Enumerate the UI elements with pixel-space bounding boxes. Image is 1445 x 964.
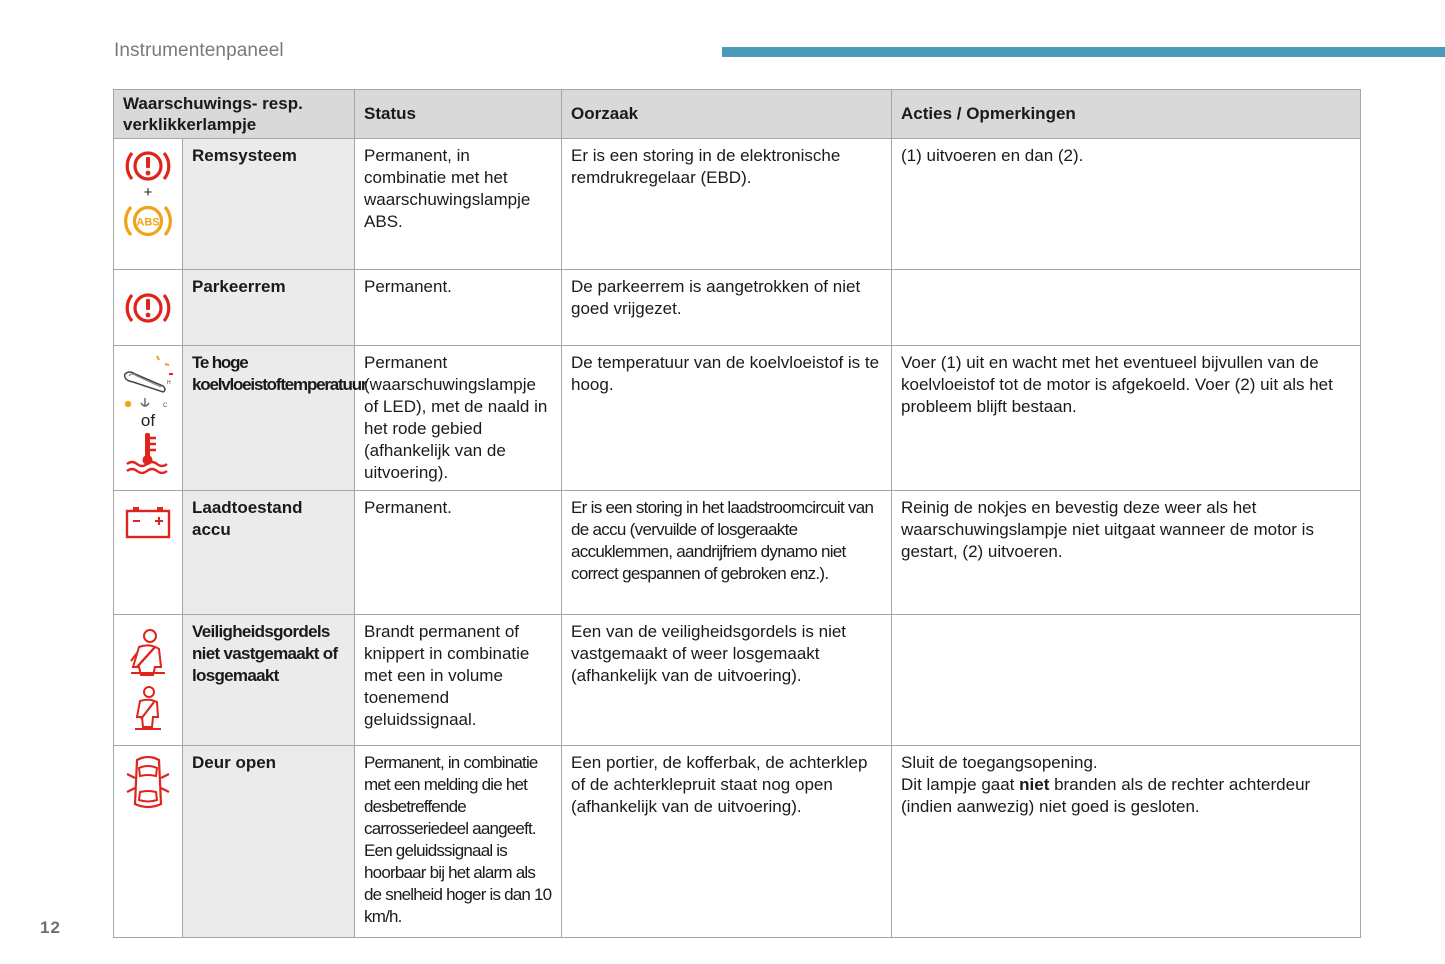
table-row: [114, 346, 1361, 491]
column-header-cause: Oorzaak: [562, 90, 892, 139]
action-text: [892, 615, 1361, 746]
seatbelt-icon: [125, 627, 171, 679]
table-row: [114, 139, 1361, 270]
section-title: Instrumentenpaneel: [114, 40, 284, 61]
icon-cell: [114, 346, 183, 491]
door-open-icon: [125, 754, 171, 812]
icon-joiner-of: of: [140, 411, 156, 430]
action-text: (1) uitvoeren en dan (2).: [892, 139, 1361, 270]
action-line-2: [901, 774, 1351, 818]
icon-joiner-plus: +: [143, 184, 153, 201]
column-header-actions: Acties / Opmerkingen: [892, 90, 1361, 139]
header-accent-bar: [722, 47, 1445, 57]
page-number: 12: [40, 918, 61, 937]
table-row: [114, 746, 1361, 938]
cause-text: Een van de veiligheidsgordels is niet vastgemaakt of weer losgemaakt (afhankelijk van de uitvoering).: [562, 615, 892, 746]
action-text: [892, 746, 1361, 938]
column-header-status: Status: [355, 90, 562, 139]
icon-cell: [114, 746, 183, 938]
action-text-after: branden als de rechter achterdeur (indien aanwezig) niet goed is gesloten.: [901, 775, 1311, 816]
cause-text: Een portier, de kofferbak, de achterklep of de achterklepruit staat nog open (afhankelijk van de uitvoering).: [562, 746, 892, 938]
action-text-before: Dit lampje gaat: [901, 775, 1020, 794]
temperature-gauge-icon: [119, 350, 177, 412]
cause-text: De parkeerrem is aangetrokken of niet goed vrijgezet.: [562, 270, 892, 346]
table-row: [114, 615, 1361, 746]
cause-text: De temperatuur van de koelvloeistof is te hoog.: [562, 346, 892, 491]
icon-cell: [114, 139, 183, 270]
icon-cell: [114, 491, 183, 615]
status-text: Permanent, in combinatie met het waarschuwingslampje ABS.: [355, 139, 562, 270]
lamp-name: Te hoge koelvloeistoftemperatuur: [183, 346, 355, 491]
action-line-1: Sluit de toegangsopening.: [901, 753, 1098, 772]
lamp-name: Veiligheidsgordels niet vastgemaakt of losgemaakt: [183, 615, 355, 746]
status-text: Permanent, in combinatie met een melding die het desbetreffende carrosseriedeel aangeeft. Een geluidssignaal is hoorbaar bij het alarm als de snelheid hoger is dan 10 km/h.: [355, 746, 562, 938]
table-row: [114, 491, 1361, 615]
icon-cell: [114, 615, 183, 746]
cause-text: Er is een storing in de elektronische remdrukregelaar (EBD).: [562, 139, 892, 270]
brake-warning-icon: [123, 147, 173, 185]
table-row: [114, 270, 1361, 346]
status-text: Permanent.: [355, 270, 562, 346]
abs-warning-icon: [122, 201, 174, 241]
lamp-name: Laadtoestand accu: [183, 491, 355, 615]
lamp-name: Parkeerrem: [183, 270, 355, 346]
status-text: Permanent.: [355, 491, 562, 615]
seatbelt-small-icon: [131, 685, 165, 731]
status-text: Permanent (waarschuwingslampje of LED), met de naald in het rode gebied (afhankelijk van de uitvoering).: [355, 346, 562, 491]
column-header-lamp: Waarschuwings- resp. verklikkerlampje: [114, 90, 355, 139]
action-text-emphasis: niet: [1019, 775, 1050, 794]
icon-cell: [114, 270, 183, 346]
action-text: Voer (1) uit en wacht met het eventueel bijvullen van de koelvloeistof tot de motor is afgekoeld. Voer (2) uit als het probleem blijft bestaan.: [892, 346, 1361, 491]
svg-text:ABS: ABS: [136, 216, 160, 229]
lamp-name: Remsysteem: [183, 139, 355, 270]
svg-text:H: H: [167, 380, 171, 386]
action-text: Reinig de nokjes en bevestig deze weer als het waarschuwingslampje niet uitgaat wanneer de motor is gestart, (2) uitvoeren.: [892, 491, 1361, 615]
action-text: [892, 270, 1361, 346]
cause-text: Er is een storing in het laadstroomcircuit van de accu (vervuilde of losgeraakte accuklemmen, aandrijfriem dynamo niet correct gespannen of gebroken enz.).: [562, 491, 892, 615]
status-text: Brandt permanent of knippert in combinatie met een in volume toenemend geluidssignaal.: [355, 615, 562, 746]
battery-icon: [123, 505, 173, 539]
lamp-name: Deur open: [183, 746, 355, 938]
brake-warning-icon: [123, 289, 173, 327]
warning-lights-table: [113, 89, 1361, 938]
coolant-temperature-icon: [123, 430, 173, 474]
svg-text:C: C: [163, 403, 168, 409]
